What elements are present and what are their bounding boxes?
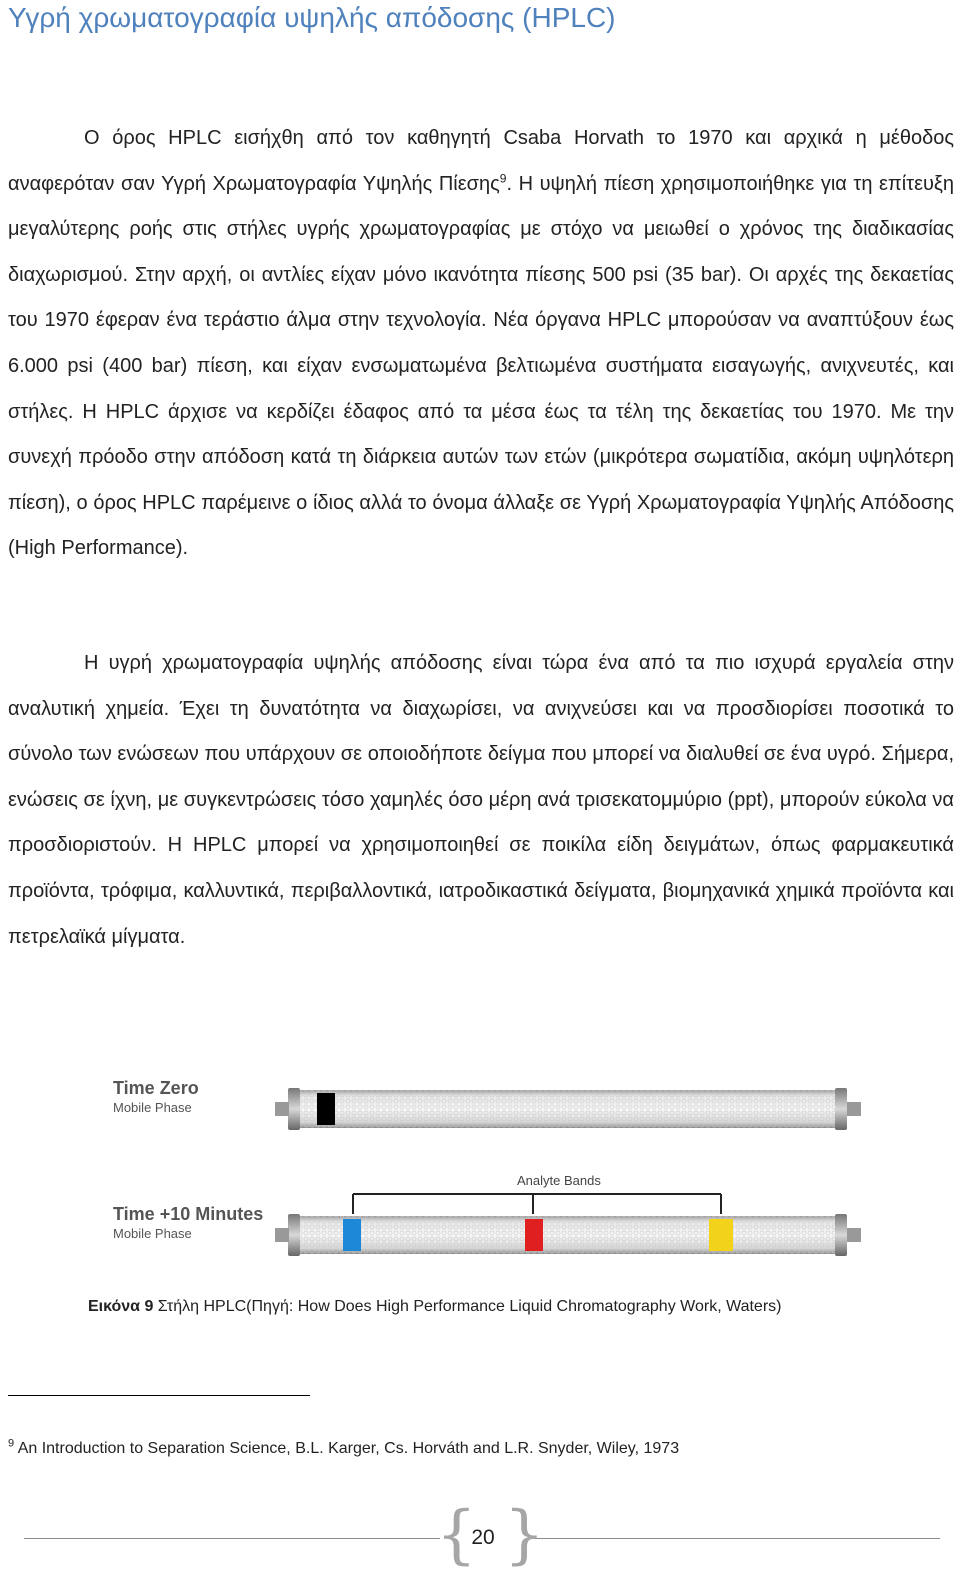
analyte-band-blue xyxy=(343,1219,361,1251)
figure-caption-label: Εικόνα 9 xyxy=(88,1298,154,1315)
paragraph-hplc-history xyxy=(8,116,954,572)
footer-brace-right: } xyxy=(504,1498,545,1572)
paragraph-text: Ο όρος HPLC εισήχθη από τον καθηγητή Csaba Horvath το 1970 και αρχικά η μέθοδος αναφερόταν σαν Υγρή Χρωματογραφία Υψηλής Πίεσης xyxy=(8,127,954,195)
analyte-connector-lines xyxy=(353,1194,721,1214)
time-zero-label: Time Zero xyxy=(113,1078,199,1098)
page-number: 20 xyxy=(471,1526,495,1549)
figure-caption-text: Στήλη HPLC(Πηγή: How Does High Performance Liquid Chromatography Work, Waters) xyxy=(153,1298,782,1315)
footnote-text: An Introduction to Separation Science, B.L. Karger, Cs. Horváth and L.R. Snyder, Wiley, 1973 xyxy=(14,1440,680,1457)
footnote-number: 9 xyxy=(8,1437,15,1450)
footnote-separator xyxy=(8,1395,310,1396)
hplc-column-illustration xyxy=(105,1068,865,1293)
footer-line-left xyxy=(24,1538,440,1539)
analyte-band-red xyxy=(525,1219,543,1251)
footer-line-right xyxy=(530,1538,940,1539)
column-time-ten xyxy=(275,1214,861,1256)
time-zero-sub-label: Mobile Phase xyxy=(113,1100,192,1115)
paragraph-text-continued: . Η υψηλή πίεση χρησιμοποιήθηκε για τη επίτευξη μεγαλύτερης ροής στις στήλες υγρής χρωματογραφίας με στόχο να μειωθεί ο χρόνος της διαδικασίας διαχωρισμού. Στην αρχή, οι αντλίες είχαν μόνο ικανότητα πίεσης 500 psi (35 bar). Οι αρχές της δεκαετίας του 1970 έφεραν ένα τεράστιο άλμα στην τεχνολογία. Νέα όργανα HPLC μπορούσαν να αναπτύξουν έως 6.000 psi (400 bar) πίεση, και είχαν ενσωματωμένα βελτιωμένα συστήματα εισαγωγής, ανιχνευτές, και στήλες. Η HPLC άρχισε να κερδίζει έδαφος από τα μέσα έως τα τέλη της δεκαετίας του 1970. Με την συνεχή πρόοδο στην απόδοση κατά τη διάρκεια αυτών των ετών (μικρότερα σωματίδια, ακόμη υψηλότερη πίεση), ο όρος HPLC παρέμεινε ο ίδιος αλλά το όνομα άλλαξε σε Υγρή Χρωματογραφία Υψηλής Απόδοσης (High Performance). xyxy=(8,172,955,560)
page-heading: Υγρή χρωματογραφία υψηλής απόδοσης (HPLC) xyxy=(8,2,616,33)
hplc-column-figure xyxy=(105,1068,865,1293)
footnote xyxy=(8,1437,680,1458)
time-ten-sub-label: Mobile Phase xyxy=(113,1226,192,1241)
analyte-band-yellow xyxy=(709,1219,733,1251)
footer-brace-left: { xyxy=(436,1498,477,1572)
time-ten-label: Time +10 Minutes xyxy=(113,1204,264,1224)
sample-band-start xyxy=(317,1093,335,1125)
analyte-bands-label: Analyte Bands xyxy=(517,1173,601,1188)
figure-caption xyxy=(88,1298,781,1316)
column-time-zero xyxy=(275,1088,861,1130)
paragraph-hplc-applications: Η υγρή χρωματογραφία υψηλής απόδοσης είναι τώρα ένα από τα πιο ισχυρά εργαλεία στην αναλυτική χημεία. Έχει τη δυνατότητα να διαχωρίσει, να ανιχνεύσει και να προσδιορίσει ποσοτικά το σύνολο των ενώσεων που υπάρχουν σε οποιοδήποτε δείγμα που μπορεί να διαλυθεί σε ένα υγρό. Σήμερα, ενώσεις σε ίχνη, με συγκεντρώσεις τόσο χαμηλές όσο μέρη ανά τρισεκατομμύριο (ppt), μπορούν εύκολα να προσδιοριστούν. Η HPLC μπορεί να χρησιμοποιηθεί σε ποικίλα είδη δειγμάτων, όπως φαρμακευτικά προϊόντα, τρόφιμα, καλλυντικά, περιβαλλοντικά, ιατροδικαστικά δείγματα, βιομηχανικά χημικά προϊόντα και πετρελαϊκά μίγματα. xyxy=(8,652,954,948)
footnote-reference[interactable]: 9 xyxy=(499,170,507,185)
